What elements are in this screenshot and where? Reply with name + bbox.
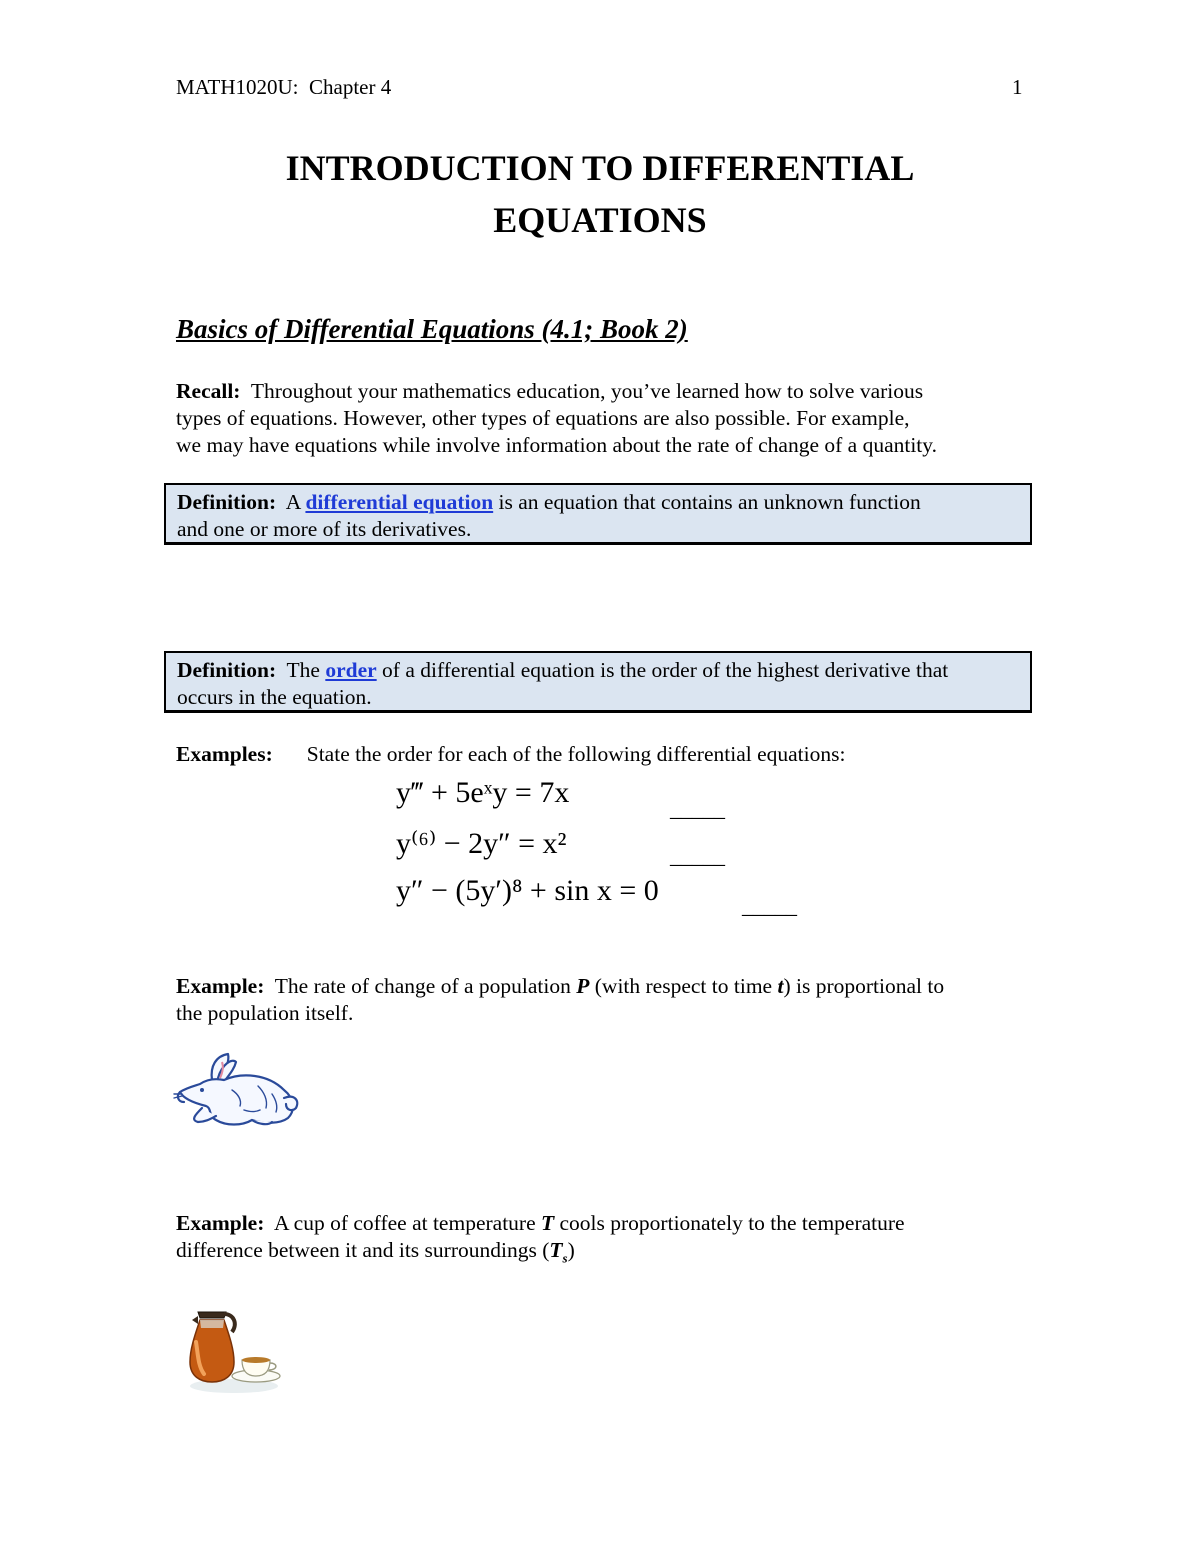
definition-box-order (164, 651, 1032, 713)
example-coffee (176, 1210, 1036, 1271)
variable-Ts-subscript: s (562, 1250, 568, 1266)
definition-text-pre: The (286, 658, 320, 682)
recall-label: Recall: (176, 379, 241, 403)
definition-text-post: is an equation that contains an unknown function (498, 490, 921, 514)
definition-label: Definition: (177, 490, 277, 514)
page-title-line-2: EQUATIONS (493, 200, 707, 240)
answer-blank-1[interactable]: _____ (670, 796, 725, 821)
population-text-3: ) is proportional to (783, 974, 945, 998)
answer-blank-2[interactable]: _____ (670, 843, 725, 868)
rabbit-illustration (172, 1050, 304, 1132)
definition-box-differential-equation (164, 483, 1032, 545)
population-line-2: the population itself. (176, 1001, 354, 1025)
recall-line-2: types of equations. However, other types of equations are also possible. For example, (176, 406, 910, 430)
recall-line-1: Throughout your mathematics education, you’ve learned how to solve various (250, 379, 924, 403)
equation-2: y⁽⁶⁾ − 2y″ = x² (396, 827, 567, 860)
equation-1: y‴ + 5eˣy = 7x (396, 776, 570, 809)
population-text-2: (with respect to time (594, 974, 773, 998)
definition-line-2: occurs in the equation. (177, 685, 372, 709)
population-text-1: The rate of change of a population (274, 974, 571, 998)
page-title-line-1: INTRODUCTION TO DIFFERENTIAL (285, 148, 915, 188)
answer-blank-3[interactable]: _____ (742, 893, 797, 918)
recall-line-3: we may have equations while involve information about the rate of change of a quantity. (176, 433, 938, 457)
examples-intro (176, 741, 1036, 768)
example-population (176, 973, 1036, 1027)
equation-3: y″ − (5y′)⁸ + sin x = 0 (396, 874, 659, 907)
examples-label: Examples: (176, 742, 273, 766)
coffee-text-2: cools proportionately to the temperature (559, 1211, 905, 1235)
running-header-course (176, 75, 391, 100)
definition-label: Definition: (177, 658, 277, 682)
recall-paragraph (176, 378, 1036, 459)
section-heading: Basics of Differential Equations (4.1; Book 2) (176, 314, 688, 344)
page-title (0, 142, 1200, 246)
coffee-text-1: A cup of coffee at temperature (273, 1211, 536, 1235)
coffee-text-3: difference between it and its surroundings ( (176, 1238, 550, 1262)
example-label: Example: (176, 974, 265, 998)
page-number: 1 (1012, 75, 1023, 99)
variable-Ts: T (549, 1238, 563, 1262)
definition-text-post: of a differential equation is the order of the highest derivative that (382, 658, 949, 682)
variable-T: T (541, 1211, 555, 1235)
term-order[interactable]: order (325, 658, 377, 682)
examples-text: State the order for each of the following differential equations: (306, 742, 846, 766)
coffee-text-4: ) (567, 1238, 575, 1262)
coffee-pot-illustration (184, 1302, 284, 1394)
course-code: MATH1020U: (176, 75, 299, 99)
example-label: Example: (176, 1211, 265, 1235)
variable-P: P (576, 974, 590, 998)
definition-line-2: and one or more of its derivatives. (177, 517, 472, 541)
variable-t: t (777, 974, 784, 998)
term-differential-equation[interactable]: differential equation (305, 490, 494, 514)
definition-text-pre: A (285, 490, 301, 514)
chapter-label: Chapter 4 (309, 75, 392, 99)
